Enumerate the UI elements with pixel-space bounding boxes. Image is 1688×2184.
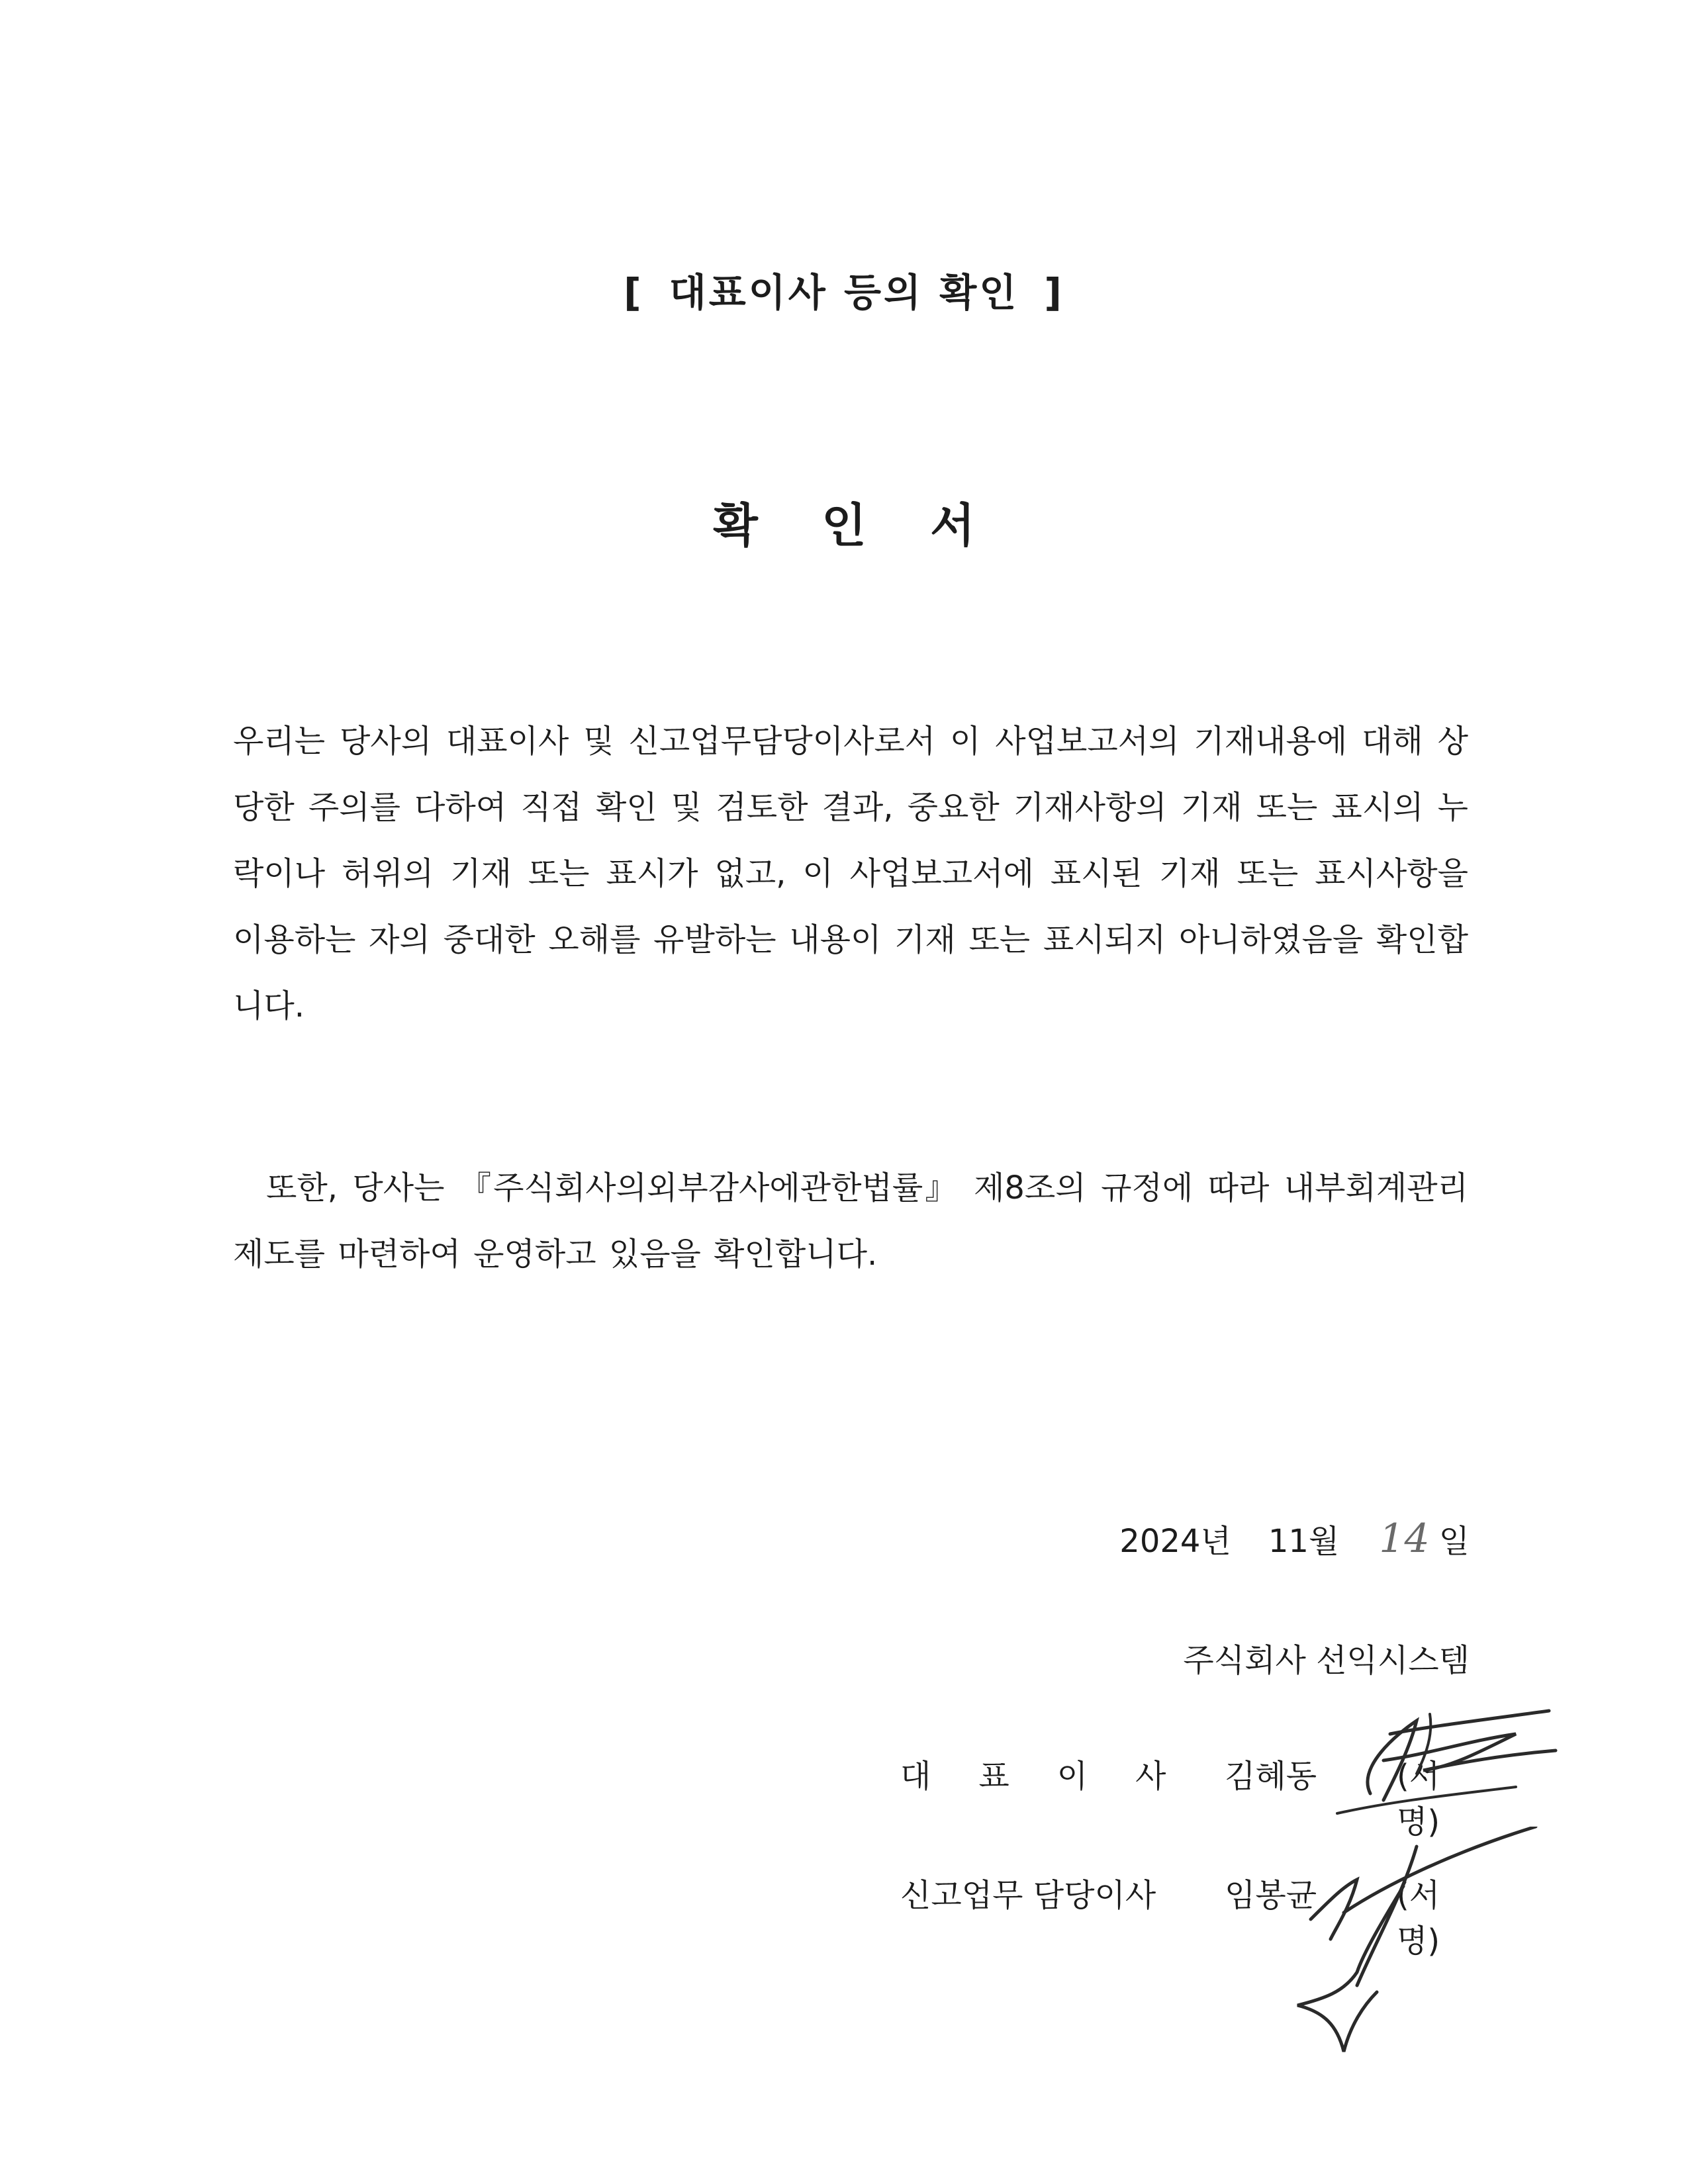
heading-bracket-open: [: [624, 270, 644, 315]
document-date: [1119, 1516, 1470, 1562]
document-heading: [0, 261, 1688, 317]
document-subtitle: 확 인 서: [713, 498, 999, 553]
date-day-suffix: 일: [1438, 1523, 1470, 1560]
signatory-role: 대표이사: [900, 1758, 1214, 1795]
signature-label: (서명): [1397, 1758, 1440, 1841]
signature-label: (서명): [1397, 1877, 1440, 1960]
signatory-role: 신고업무 담당이사: [900, 1877, 1156, 1914]
paragraph-confirmation: 우리는 당사의 대표이사 및 신고업무담당이사로서 이 사업보고서의 기재내용에 대해 상당한 주의를 다하여 직접 확인 및 검토한 결과, 중요한 기재사항의 기재 또는 표시의 누락이나 허위의 기재 또는 표시가 없고, 이 사업보고서에 표시된 기재 또는 표시사항을 이용하는 자의 중대한 오해를 유발하는 내용이 기재 또는 표시되지 아니하였음을 확인합니다.: [233, 723, 1468, 1024]
heading-title: 대표이사 등의 확인: [669, 270, 1019, 315]
date-month: 11월: [1268, 1523, 1340, 1560]
company-name: 주식회사 선익시스템: [1183, 1642, 1470, 1679]
signatory-name: 임봉균: [1225, 1877, 1317, 1914]
date-day-handwritten: 14: [1379, 1516, 1430, 1562]
date-year: 2024년: [1119, 1523, 1231, 1560]
paragraph-internal-control: 또한, 당사는 『주식회사의외부감사에관한법률』 제8조의 규정에 따라 내부회계관리제도를 마련하여 운영하고 있음을 확인합니다.: [233, 1169, 1468, 1273]
heading-bracket-close: ]: [1044, 270, 1064, 315]
signatory-name: 김혜동: [1225, 1758, 1317, 1795]
